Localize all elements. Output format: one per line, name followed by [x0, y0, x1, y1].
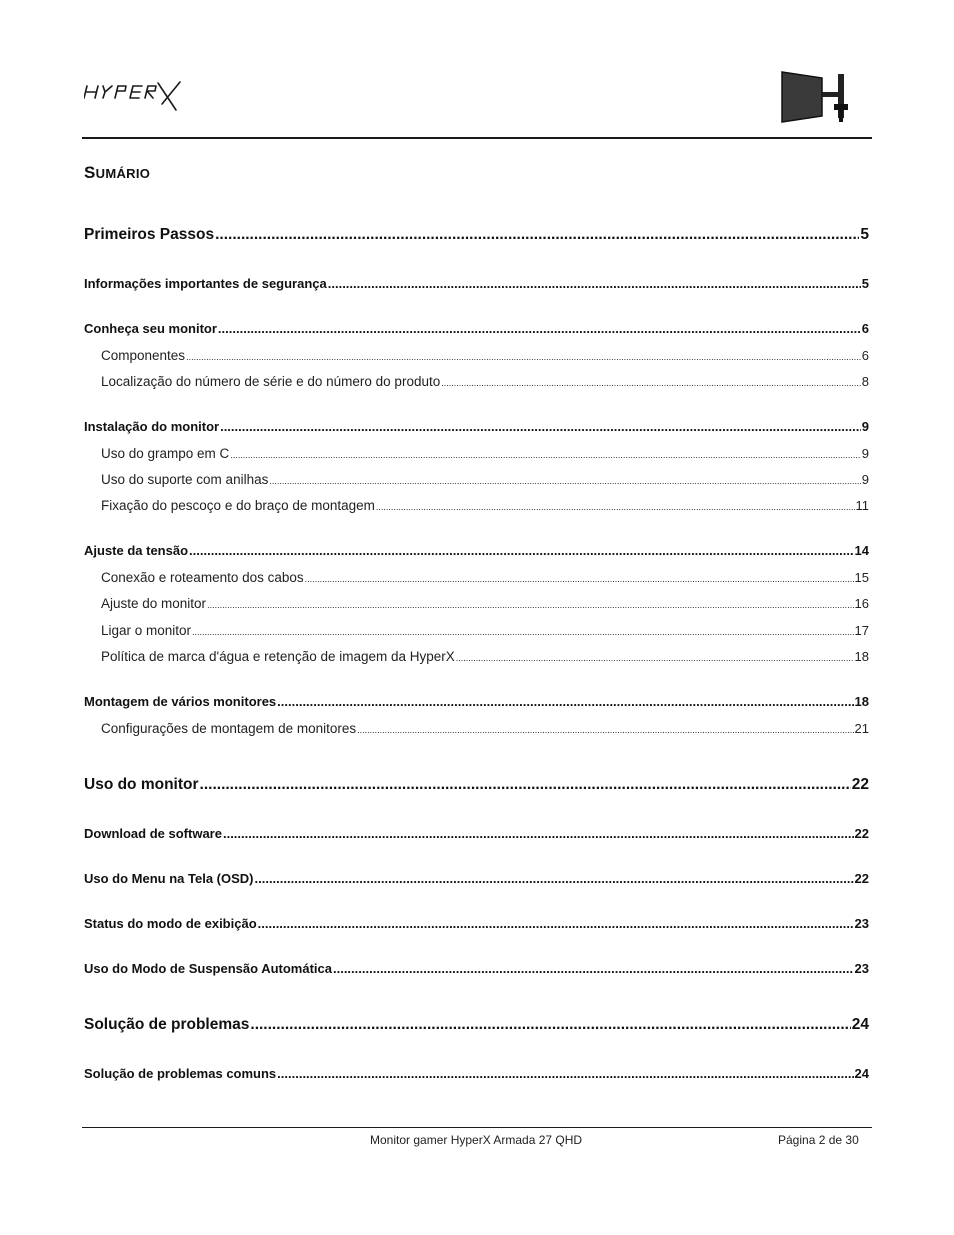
toc-entry[interactable]: [84, 961, 869, 976]
toc-entry-label: Solução de problemas: [84, 1016, 250, 1033]
toc-entry-label: Instalação do monitor: [84, 419, 220, 434]
toc-leader-dots: [186, 352, 861, 362]
toc-leader-dots: [277, 694, 853, 709]
toc-leader-dots: [376, 502, 855, 512]
toc-leader-dots: [200, 776, 851, 794]
toc-entry-label: Uso do grampo em C: [101, 446, 230, 461]
toc-leader-dots: [255, 871, 854, 886]
toc-leader-dots: [328, 276, 861, 291]
toc-entry[interactable]: [84, 276, 869, 291]
toc-leader-dots: [250, 1016, 850, 1034]
toc-entry-label: Download de software: [84, 826, 222, 841]
toc-entry-page: 21: [854, 721, 869, 736]
toc-entry[interactable]: [84, 776, 869, 794]
hyperx-logo: [84, 80, 182, 112]
toc-entry[interactable]: [84, 543, 869, 558]
footer-document-title: Monitor gamer HyperX Armada 27 QHD: [370, 1133, 583, 1147]
toc-entry[interactable]: [101, 570, 869, 585]
footer-rule: [82, 1127, 872, 1128]
toc-leader-dots: [258, 916, 854, 931]
toc-leader-dots: [230, 450, 860, 460]
toc-entry-page: 22: [854, 871, 869, 886]
toc-leader-dots: [305, 574, 854, 584]
toc-leader-dots: [456, 653, 854, 663]
toc-entry-page: 22: [854, 826, 869, 841]
toc-entry-label: Primeiros Passos: [84, 226, 215, 243]
toc-entry-label: Ajuste da tensão: [84, 543, 189, 558]
toc-entry-page: 24: [854, 1066, 869, 1081]
toc-entry-page: 6: [861, 321, 869, 336]
toc-leader-dots: [220, 419, 861, 434]
page-title: SUMÁRIO: [84, 163, 151, 182]
toc-entry-page: 14: [854, 543, 869, 558]
toc-entry[interactable]: [101, 596, 869, 611]
monitor-mount-icon: [778, 70, 856, 126]
toc-entry[interactable]: [84, 226, 869, 244]
toc-entry-page: 22: [851, 776, 869, 793]
toc-entry[interactable]: [84, 419, 869, 434]
toc-entry[interactable]: [101, 446, 869, 461]
toc-entry-label: Fixação do pescoço e do braço de montagem: [101, 498, 375, 513]
toc-entry-label: Conexão e roteamento dos cabos: [101, 570, 304, 585]
toc-leader-dots: [215, 226, 859, 244]
toc-entry[interactable]: [84, 826, 869, 841]
toc-entry-label: Montagem de vários monitores: [84, 694, 277, 709]
toc-entry-page: 9: [861, 446, 869, 461]
toc-leader-dots: [207, 600, 853, 610]
toc-entry[interactable]: [84, 321, 869, 336]
toc-entry-label: Configurações de montagem de monitores: [101, 721, 357, 736]
toc-entry-label: Informações importantes de segurança: [84, 276, 327, 291]
toc-entry[interactable]: [101, 649, 869, 664]
toc-entry[interactable]: [101, 721, 869, 736]
toc-entry-label: Uso do Modo de Suspensão Automática: [84, 961, 332, 976]
toc-entry-page: 15: [854, 570, 869, 585]
toc-entry-page: 9: [861, 419, 869, 434]
toc-entry-page: 8: [861, 374, 869, 389]
toc-leader-dots: [192, 627, 853, 637]
header-rule: [82, 137, 872, 139]
toc-entry-label: Ajuste do monitor: [101, 596, 207, 611]
toc-entry-label: Solução de problemas comuns: [84, 1066, 277, 1081]
toc-entry[interactable]: [84, 1016, 869, 1034]
toc-entry-label: Uso do Menu na Tela (OSD): [84, 871, 254, 886]
toc-entry-label: Componentes: [101, 348, 186, 363]
toc-entry-label: Ligar o monitor: [101, 623, 192, 638]
toc-entry-label: Localização do número de série e do número do produto: [101, 374, 441, 389]
toc-entry[interactable]: [84, 694, 869, 709]
toc-leader-dots: [269, 476, 860, 486]
toc-entry[interactable]: [84, 871, 869, 886]
toc-entry-label: Uso do monitor: [84, 776, 199, 793]
toc-entry-page: 24: [851, 1016, 869, 1033]
toc-entry[interactable]: [101, 472, 869, 487]
toc-entry-page: 5: [861, 276, 869, 291]
toc-entry[interactable]: [101, 348, 869, 363]
toc-entry-page: 18: [854, 694, 869, 709]
toc-leader-dots: [218, 321, 861, 336]
toc-entry-label: Conheça seu monitor: [84, 321, 217, 336]
toc-leader-dots: [223, 826, 854, 841]
toc-entry-label: Status do modo de exibição: [84, 916, 257, 931]
footer-page-number: Página 2 de 30: [778, 1133, 859, 1147]
toc-entry-page: 23: [854, 961, 869, 976]
toc-entry-page: 17: [854, 623, 869, 638]
toc-entry-page: 9: [861, 472, 869, 487]
toc-entry-page: 11: [855, 498, 869, 513]
toc-leader-dots: [333, 961, 854, 976]
toc-entry-page: 6: [861, 348, 869, 363]
toc-leader-dots: [441, 378, 861, 388]
toc-entry[interactable]: [101, 374, 869, 389]
toc-entry-page: 23: [854, 916, 869, 931]
toc-entry[interactable]: [101, 623, 869, 638]
toc-leader-dots: [277, 1066, 853, 1081]
toc-leader-dots: [357, 725, 853, 735]
toc-entry-page: 5: [860, 226, 869, 243]
toc-leader-dots: [189, 543, 854, 558]
toc-entry-label: Política de marca d'água e retenção de imagem da HyperX: [101, 649, 455, 664]
toc-entry[interactable]: [84, 1066, 869, 1081]
toc-entry-label: Uso do suporte com anilhas: [101, 472, 269, 487]
toc-entry-page: 18: [854, 649, 869, 664]
toc-entry[interactable]: [101, 498, 869, 513]
toc-entry[interactable]: [84, 916, 869, 931]
toc-entry-page: 16: [854, 596, 869, 611]
